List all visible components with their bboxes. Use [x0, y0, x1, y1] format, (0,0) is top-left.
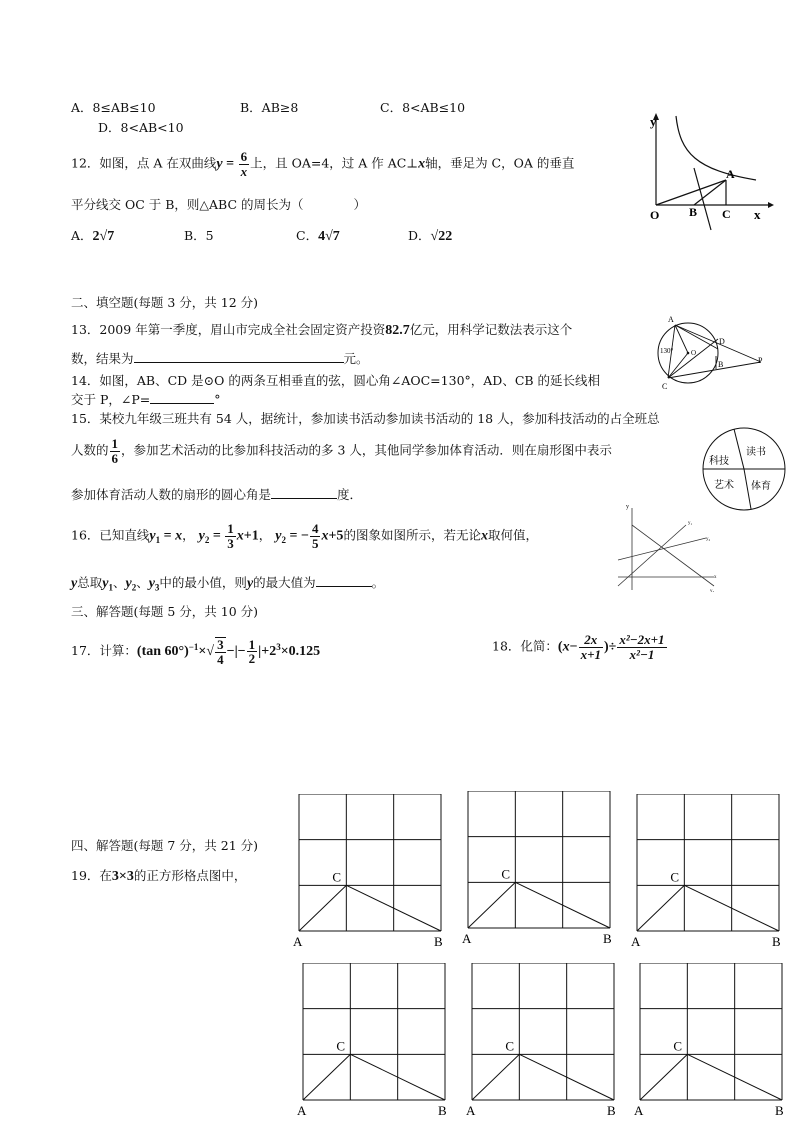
point-a-label: A [466, 1103, 476, 1118]
grid-figure-2 [460, 791, 626, 950]
fig12-x-label: x [754, 207, 761, 222]
q12-option-d: D．√22 [408, 228, 453, 244]
segment-ac [637, 885, 684, 931]
point-b-label: B [772, 934, 781, 949]
grid-figure-3 [629, 794, 794, 953]
fig12-a-label: A [726, 167, 735, 181]
q12-option-b: B．5 [184, 228, 214, 243]
point-a-label: A [462, 931, 472, 946]
section3-title: 三、解答题(每题 5 分，共 10 分) [71, 604, 259, 619]
q16-line1: 16．已知直线$y_1 = x$， $y_2$ = $\frac{1}{3}$ x+1， $y_2$ = − $\frac{4}{5}$ x+5的图象如图所示，若无论x取何值， [71, 521, 538, 551]
fig12-b-label: B [689, 205, 698, 219]
q15-line3: 参加体育活动人数的扇形的圆心角是 度． [71, 487, 363, 502]
fig12-y-label: y [650, 114, 657, 129]
point-a-label: A [631, 934, 641, 949]
q18: 18．化简：(x− $\frac{2x}{x+1}$ )÷ $\frac{\text{x²−2x+1}}{\text{x²−1}}$ [492, 632, 665, 662]
svg-text:B: B [718, 360, 724, 369]
svg-text:130°: 130° [660, 347, 674, 355]
q11-option-d: D．8<AB<10 [98, 120, 184, 135]
fig12-c-label: C [722, 207, 731, 221]
point-c-label: C [505, 1038, 515, 1054]
svg-text:C: C [662, 382, 668, 391]
q12-option-c: C．4√7 [296, 228, 340, 244]
segment-ac [299, 885, 346, 931]
point-a-label: A [634, 1103, 644, 1118]
point-b-label: B [607, 1103, 616, 1118]
q17: 17．计算：(tan 60°)$^{-1}$×√ $\frac{3}{4}$ −|− $\frac{1}{2}$ $|+2^3\times 0.125$ [71, 636, 321, 667]
lines-graph [614, 500, 724, 592]
point-c-label: C [501, 866, 511, 882]
svg-text:x: x [714, 575, 717, 580]
point-c-label: C [336, 1038, 346, 1054]
point-c-label: C [673, 1038, 683, 1054]
q12-line2: 平分线交 OC 于 B，则△ABC 的周长为（ ） [71, 197, 367, 212]
hyperbola-figure [636, 108, 776, 233]
q11-option-c: C．8<AB≤10 [380, 100, 466, 115]
q16-line2: y总取$y_1$、$y_2$、$y_3$中的最小值，则y的最大值为 。 [71, 575, 385, 593]
q11-option-a: A．8≤AB≤10 [71, 100, 156, 115]
svg-text:y₂: y₂ [706, 537, 711, 542]
fig12-o-label: O [650, 208, 660, 222]
svg-text:O: O [691, 349, 697, 357]
svg-text:y₁: y₁ [688, 521, 693, 526]
grid-figure-5 [464, 963, 630, 1122]
point-c-label: C [670, 869, 680, 885]
svg-text:y₃: y₃ [710, 589, 715, 592]
point-c-label: C [332, 869, 342, 885]
grid-figure-6 [632, 963, 794, 1122]
point-b-label: B [603, 931, 612, 946]
q15-line1: 15．某校九年级三班共有 54 人，据统计，参加读书活动参加读书活动的 18 人，参加科技活动的占全班总 [71, 411, 660, 426]
q14-line2: 交于 P，∠P= ° [71, 392, 221, 407]
point-a-label: A [293, 934, 303, 949]
point-b-label: B [434, 934, 443, 949]
pie-label-pe: 体育 [751, 481, 771, 492]
pie-label-tech: 科技 [709, 456, 729, 467]
section2-title: 二、填空题(每题 3 分，共 12 分) [71, 295, 259, 310]
section4-title: 四、解答题(每题 7 分，共 21 分) [71, 838, 259, 853]
point-b-label: B [438, 1103, 447, 1118]
point-a-label: A [297, 1103, 307, 1118]
q19: 19．在3×3的正方形格点图中， [71, 868, 247, 884]
q12-line1: 12．如图，点 A 在双曲线y = $\frac{6}{x}$ 上，且 OA=4，过 A 作 AC⊥x轴，垂足为 C，OA 的垂直 [71, 149, 575, 179]
q13-line1: 13．2009 年第一季度，眉山市完成全社会固定资产投资82.7亿元，用科学记数法表示这个 [71, 322, 573, 338]
q15-line2: 人数的 $\frac{1}{6}$ ，参加艺术活动的比参加科技活动的多 3 人，其他同学参加体育活动．则在扇形图中表示 [71, 436, 612, 466]
q14-line1: 14．如图，AB、CD 是⊙O 的两条互相垂直的弦，圆心角∠AOC=130°，AD、CB 的延长线相 [71, 373, 601, 388]
pie-label-read: 读书 [746, 447, 766, 458]
point-b-label: B [775, 1103, 784, 1118]
segment-ac [303, 1054, 350, 1100]
q11-option-b: B．AB≥8 [240, 100, 299, 115]
svg-text:A: A [668, 315, 674, 324]
circle-figure [648, 311, 770, 391]
segment-ac [468, 882, 515, 928]
segment-ac [640, 1054, 687, 1100]
segment-ac [472, 1054, 519, 1100]
grid-figure-4 [295, 963, 461, 1122]
q12-option-a: A．2√7 [71, 228, 115, 244]
grid-figure-1 [291, 794, 457, 953]
q13-line2: 数，结果为 元。 [71, 351, 369, 366]
pie-label-art: 艺术 [714, 480, 734, 491]
svg-text:D: D [719, 337, 725, 346]
svg-text:P: P [758, 356, 763, 365]
svg-text:y: y [626, 504, 629, 510]
